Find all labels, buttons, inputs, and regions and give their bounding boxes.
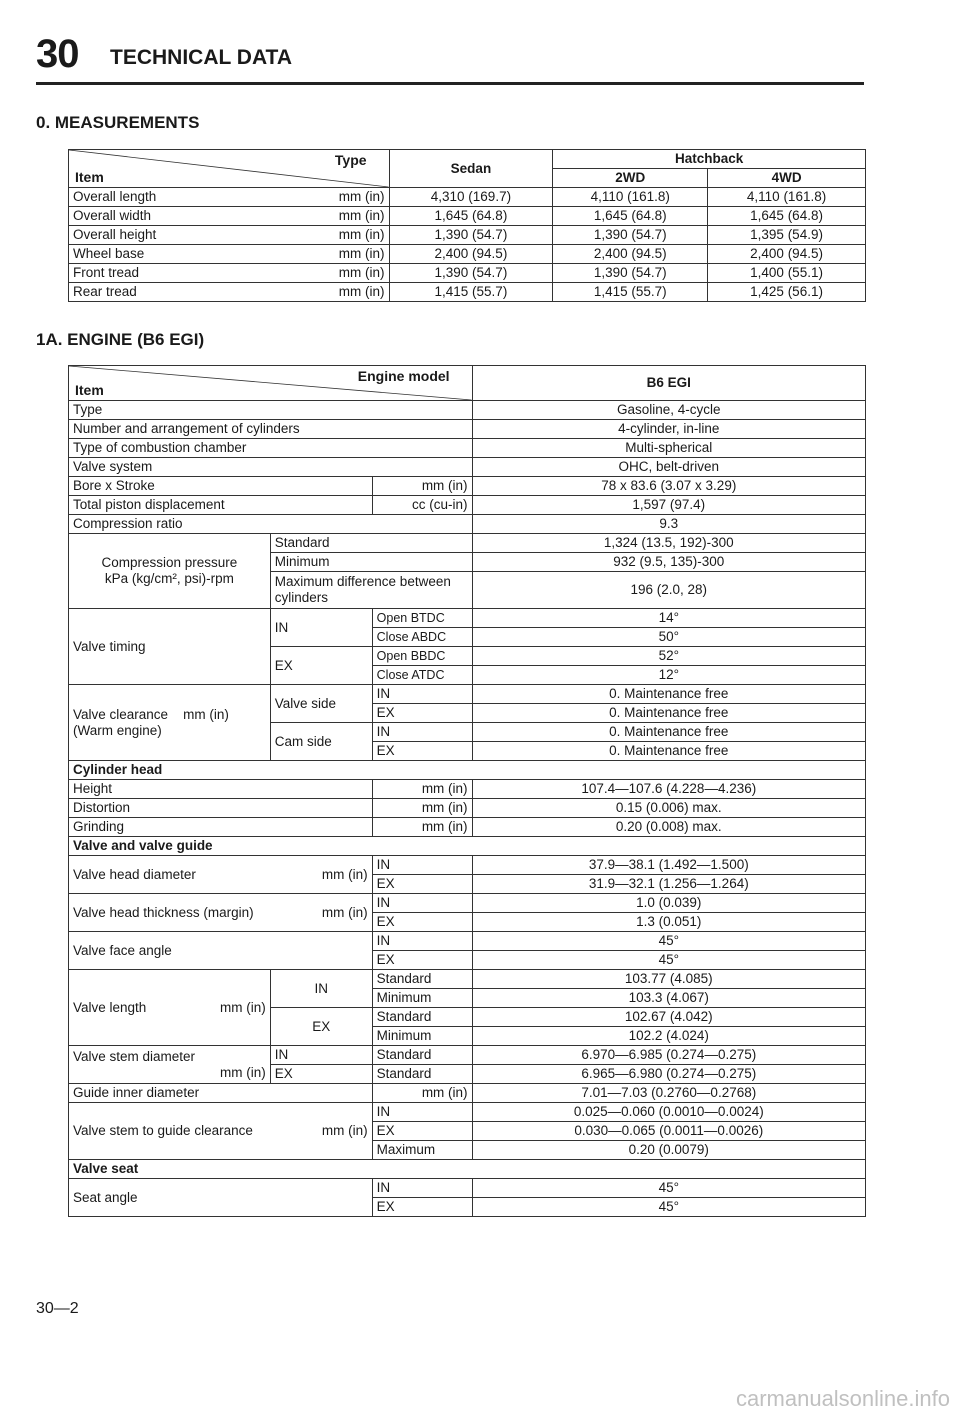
- vsgc-label: Valve stem to guide clearance: [73, 1123, 253, 1138]
- vsgc-ex-value: 0.030—0.065 (0.0011—0.0026): [472, 1122, 865, 1141]
- measurement-h4wd: 1,645 (64.8): [708, 207, 866, 226]
- watermark: carmanualsonline.info: [735, 1386, 950, 1411]
- ch-grinding-value: 0.20 (0.008) max.: [472, 818, 865, 837]
- vht-label: Valve head thickness (margin): [73, 904, 254, 920]
- measurement-h2wd: 4,110 (161.8): [553, 188, 708, 207]
- page-header: [36, 30, 864, 85]
- measurement-unit: mm (in): [338, 227, 385, 242]
- compression-ratio-label: Compression ratio: [69, 515, 473, 534]
- vht-unit: mm (in): [321, 904, 368, 920]
- measurement-h4wd: 1,395 (54.9): [708, 226, 866, 245]
- vc-value-2: 0. Maintenance free: [472, 723, 865, 742]
- measurement-h2wd: 1,390 (54.7): [553, 226, 708, 245]
- vt-sub-1: Close ABDC: [372, 628, 472, 647]
- vt-value-1: 50°: [472, 628, 865, 647]
- ch-height-unit: mm (in): [372, 780, 472, 799]
- vc-label-line: [73, 707, 266, 723]
- vhd-in-value: 37.9—38.1 (1.492—1.500): [472, 856, 865, 875]
- col-hatchback: Hatchback: [553, 150, 866, 169]
- measurement-item-cell: [69, 264, 390, 283]
- measurement-h4wd: 4,110 (161.8): [708, 188, 866, 207]
- vsd-label-cell: [69, 1046, 271, 1084]
- vc-cs-in: IN: [372, 723, 472, 742]
- vt-sub-0: Open BTDC: [372, 609, 472, 628]
- vfa-label: Valve face angle: [69, 932, 373, 970]
- ch-height-label: Height: [69, 780, 373, 799]
- cp-standard-label: Standard: [270, 534, 472, 553]
- measurement-item-cell: [69, 207, 390, 226]
- vsd-ex: EX: [270, 1065, 372, 1084]
- vht-label-cell: [69, 894, 373, 932]
- measurement-sedan: 1,390 (54.7): [389, 264, 553, 283]
- ch-grinding-label: Grinding: [69, 818, 373, 837]
- ch-distortion-value: 0.15 (0.006) max.: [472, 799, 865, 818]
- chamber-label: Type of combustion chamber: [69, 439, 473, 458]
- cylinders-value: 4-cylinder, in-line: [472, 420, 865, 439]
- measurement-unit: mm (in): [338, 284, 385, 299]
- cp-standard-value: 1,324 (13.5, 192)-300: [472, 534, 865, 553]
- col-2wd: 2WD: [553, 169, 708, 188]
- vc-vs-in: IN: [372, 685, 472, 704]
- displacement-unit: cc (cu-in): [372, 496, 472, 515]
- vhd-unit: mm (in): [321, 866, 368, 882]
- vc-cs-ex: EX: [372, 742, 472, 761]
- cp-minimum-label: Minimum: [270, 553, 472, 572]
- engine-table: [68, 365, 866, 1217]
- vht-in-value: 1.0 (0.039): [472, 894, 865, 913]
- vsd-in: IN: [270, 1046, 372, 1065]
- measurement-row: [69, 207, 866, 226]
- vht-ex-value: 1.3 (0.051): [472, 913, 865, 932]
- measurement-h2wd: 1,645 (64.8): [553, 207, 708, 226]
- vl-ex-min-label: Minimum: [372, 1027, 472, 1046]
- measurement-unit: mm (in): [338, 208, 385, 223]
- vsgc-ex: EX: [372, 1122, 472, 1141]
- measurement-item-cell: [69, 245, 390, 264]
- gid-label: Guide inner diameter: [69, 1084, 373, 1103]
- bore-value: 78 x 83.6 (3.07 x 3.29): [472, 477, 865, 496]
- ch-distortion-unit: mm (in): [372, 799, 472, 818]
- seat-angle-label: Seat angle: [69, 1179, 373, 1217]
- vl-label-cell: [69, 970, 271, 1046]
- seat-angle-ex: EX: [372, 1198, 472, 1217]
- vt-sub-2: Open BBDC: [372, 647, 472, 666]
- measurement-h4wd: 2,400 (94.5): [708, 245, 866, 264]
- measurements-corner: [69, 150, 390, 188]
- valve-clearance-label: [69, 685, 271, 761]
- valve-seat-title: Valve seat: [69, 1160, 866, 1179]
- vfa-ex-value: 45°: [472, 951, 865, 970]
- cylinder-head-title: Cylinder head: [69, 761, 866, 780]
- compression-pressure-unit: kPa (kg/cm², psi)-rpm: [104, 571, 234, 586]
- vhd-ex-value: 31.9—32.1 (1.256—1.264): [472, 875, 865, 894]
- col-4wd: 4WD: [708, 169, 866, 188]
- vsgc-label-cell: [69, 1103, 373, 1160]
- vfa-ex: EX: [372, 951, 472, 970]
- vt-value-3: 12°: [472, 666, 865, 685]
- measurement-item-cell: [69, 226, 390, 245]
- measurement-row: [69, 226, 866, 245]
- vc-value-1: 0. Maintenance free: [472, 704, 865, 723]
- measurements-table: [68, 149, 866, 302]
- valve-system-value: OHC, belt-driven: [472, 458, 865, 477]
- chapter-title: TECHNICAL DATA: [110, 46, 292, 69]
- measurement-h2wd: 2,400 (94.5): [553, 245, 708, 264]
- vsgc-max-value: 0.20 (0.0079): [472, 1141, 865, 1160]
- gid-unit: mm (in): [372, 1084, 472, 1103]
- cylinders-label: Number and arrangement of cylinders: [69, 420, 473, 439]
- seat-angle-ex-value: 45°: [472, 1198, 865, 1217]
- vl-ex-min-value: 102.2 (4.024): [472, 1027, 865, 1046]
- vc-value-0: 0. Maintenance free: [472, 685, 865, 704]
- measurement-item: Wheel base: [73, 246, 145, 261]
- vl-label: Valve length: [73, 999, 147, 1015]
- measurement-sedan: 1,415 (55.7): [389, 283, 553, 302]
- valve-guide-title: Valve and valve guide: [69, 837, 866, 856]
- measurement-item: Rear tread: [73, 284, 137, 299]
- compression-ratio-value: 9.3: [472, 515, 865, 534]
- vsgc-max: Maximum: [372, 1141, 472, 1160]
- col-sedan: Sedan: [389, 150, 553, 188]
- vsgc-in: IN: [372, 1103, 472, 1122]
- cp-maxdiff-value: 196 (2.0, 28): [472, 572, 865, 609]
- vhd-label-cell: [69, 856, 373, 894]
- displacement-value: 1,597 (97.4): [472, 496, 865, 515]
- measurement-sedan: 1,645 (64.8): [389, 207, 553, 226]
- vt-in-label: IN: [270, 609, 372, 647]
- vsgc-in-value: 0.025—0.060 (0.0010—0.0024): [472, 1103, 865, 1122]
- vhd-in: IN: [372, 856, 472, 875]
- measurement-row: [69, 188, 866, 207]
- valve-timing-label: Valve timing: [69, 609, 271, 685]
- vl-in-min-label: Minimum: [372, 989, 472, 1008]
- vht-ex: EX: [372, 913, 472, 932]
- vsd-label: Valve stem diameter: [73, 1048, 196, 1064]
- vc-note: (Warm engine): [73, 722, 162, 738]
- measurement-unit: mm (in): [338, 189, 385, 204]
- corner-item-label: Item: [75, 382, 104, 398]
- measurement-sedan: 2,400 (94.5): [389, 245, 553, 264]
- ch-height-value: 107.4—107.6 (4.228—4.236): [472, 780, 865, 799]
- vt-value-0: 14°: [472, 609, 865, 628]
- compression-pressure-label: [69, 534, 271, 609]
- measurements-title: 0. MEASUREMENTS: [36, 113, 200, 132]
- seat-angle-in: IN: [372, 1179, 472, 1198]
- vsd-in-std: Standard: [372, 1046, 472, 1065]
- vc-unit: mm (in): [183, 706, 229, 722]
- vc-title: Valve clearance: [73, 706, 169, 722]
- vc-valve-side: Valve side: [270, 685, 372, 723]
- measurement-row: [69, 245, 866, 264]
- vt-ex-label: EX: [270, 647, 372, 685]
- vsd-ex-std: Standard: [372, 1065, 472, 1084]
- measurement-unit: mm (in): [338, 246, 385, 261]
- corner-type-label: Type: [334, 152, 367, 168]
- measurement-item-cell: [69, 188, 390, 207]
- measurement-h2wd: 1,390 (54.7): [553, 264, 708, 283]
- engine-corner: [69, 366, 473, 401]
- vsd-unit: mm (in): [220, 1064, 266, 1080]
- vc-cam-side: Cam side: [270, 723, 372, 761]
- ch-distortion-label: Distortion: [69, 799, 373, 818]
- vl-ex: EX: [270, 1008, 372, 1046]
- chamber-value: Multi-spherical: [472, 439, 865, 458]
- vc-value-3: 0. Maintenance free: [472, 742, 865, 761]
- vhd-label: Valve head diameter: [73, 866, 196, 882]
- displacement-label: Total piston displacement: [69, 496, 373, 515]
- measurement-unit: mm (in): [338, 265, 385, 280]
- measurement-h4wd: 1,400 (55.1): [708, 264, 866, 283]
- vl-in: IN: [270, 970, 372, 1008]
- vfa-in-value: 45°: [472, 932, 865, 951]
- vht-in: IN: [372, 894, 472, 913]
- vl-ex-std-label: Standard: [372, 1008, 472, 1027]
- bore-label: Bore x Stroke: [69, 477, 373, 496]
- measurement-sedan: 4,310 (169.7): [389, 188, 553, 207]
- page-number: 30—2: [36, 1300, 79, 1317]
- type-label: Type: [69, 401, 473, 420]
- vl-unit: mm (in): [220, 999, 266, 1015]
- measurement-item: Overall length: [73, 189, 157, 204]
- vl-in-std-value: 103.77 (4.085): [472, 970, 865, 989]
- vl-ex-std-value: 102.67 (4.042): [472, 1008, 865, 1027]
- vhd-ex: EX: [372, 875, 472, 894]
- measurement-row: [69, 264, 866, 283]
- engine-model-value: B6 EGI: [472, 366, 865, 401]
- vl-in-min-value: 103.3 (4.067): [472, 989, 865, 1008]
- cp-minimum-value: 932 (9.5, 135)-300: [472, 553, 865, 572]
- vt-value-2: 52°: [472, 647, 865, 666]
- chapter-number: 30: [36, 32, 79, 76]
- measurement-item: Overall height: [73, 227, 157, 242]
- vc-vs-ex: EX: [372, 704, 472, 723]
- cp-maxdiff-label: Maximum difference between cylinders: [270, 572, 472, 609]
- type-value: Gasoline, 4-cycle: [472, 401, 865, 420]
- bore-unit: mm (in): [372, 477, 472, 496]
- valve-system-label: Valve system: [69, 458, 473, 477]
- vsd-ex-value: 6.965—6.980 (0.274—0.275): [472, 1065, 865, 1084]
- measurement-item-cell: [69, 283, 390, 302]
- vsd-in-value: 6.970—6.985 (0.274—0.275): [472, 1046, 865, 1065]
- compression-pressure-title: Compression pressure: [101, 555, 238, 570]
- measurement-sedan: 1,390 (54.7): [389, 226, 553, 245]
- engine-title: 1A. ENGINE (B6 EGI): [36, 330, 205, 349]
- corner-item-label: Item: [75, 169, 104, 185]
- vl-in-std-label: Standard: [372, 970, 472, 989]
- ch-grinding-unit: mm (in): [372, 818, 472, 837]
- seat-angle-in-value: 45°: [472, 1179, 865, 1198]
- vfa-in: IN: [372, 932, 472, 951]
- vt-sub-3: Close ATDC: [372, 666, 472, 685]
- measurement-row: [69, 283, 866, 302]
- corner-engine-model: Engine model: [357, 368, 450, 384]
- measurement-h4wd: 1,425 (56.1): [708, 283, 866, 302]
- measurement-item: Front tread: [73, 265, 140, 280]
- vsgc-unit: mm (in): [321, 1123, 368, 1138]
- measurement-h2wd: 1,415 (55.7): [553, 283, 708, 302]
- measurement-item: Overall width: [73, 208, 152, 223]
- gid-value: 7.01—7.03 (0.2760—0.2768): [472, 1084, 865, 1103]
